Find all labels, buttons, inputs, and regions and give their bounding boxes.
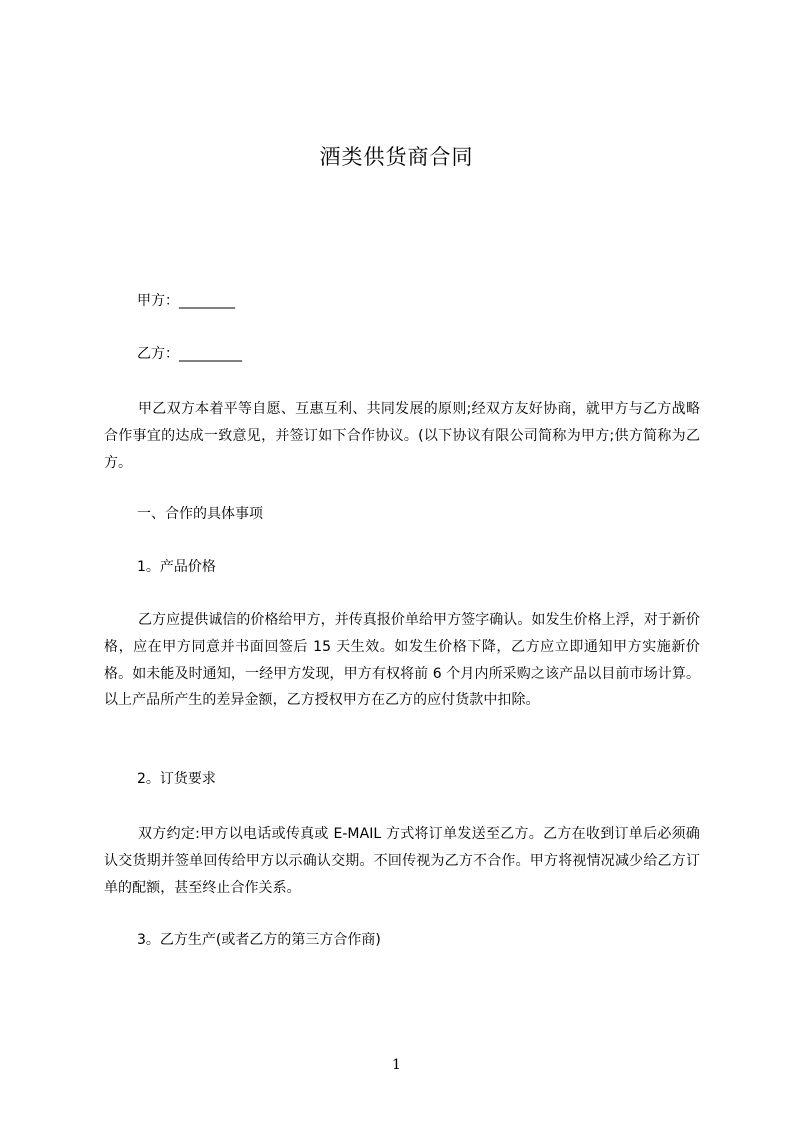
party-b-line: 乙方：_________ [137, 346, 242, 362]
document-title: 酒类供货商合同 [319, 145, 474, 169]
item-3-heading: 3。乙方生产(或者乙方的第三方合作商) [137, 932, 381, 948]
intro-paragraph: 甲乙双方本着平等自愿、互惠互利、共同发展的原则;经双方友好协商，就甲方与乙方战略合作事宜的达成一致意见，并签订如下合作协议。(以下协议有限公司简称为甲方;供方简称为乙方。 [104, 401, 700, 471]
party-a-line: 甲方：________ [137, 293, 235, 309]
item-1-body: 乙方应提供诚信的价格给甲方，并传真报价单给甲方签字确认。如发生价格上浮，对于新价格，应在甲方同意并书面回签后 15 天生效。如发生价格下降，乙方应立即通知甲方实施新价格。如未能及时通知，一经甲方发现，甲方有权将前 6 个月内所采购之该产品以目前市场计算。以上产品所产生的差异金额，乙方授权甲方在乙方的应付货款中扣除。 [104, 612, 700, 709]
item-2-body: 双方约定:甲方以电话或传真或 E-MAIL 方式将订单发送至乙方。乙方在收到订单后必须确认交货期并签单回传给甲方以示确认交期。不回传视为乙方不合作。甲方将视情况减少给乙方订单的配额，甚至终止合作关系。 [104, 826, 700, 896]
page-number: 1 [392, 1057, 401, 1073]
item-1-heading: 1。产品价格 [137, 559, 216, 575]
section-1-heading: 一、合作的具体事项 [137, 506, 263, 522]
item-2-heading: 2。订货要求 [137, 771, 216, 787]
